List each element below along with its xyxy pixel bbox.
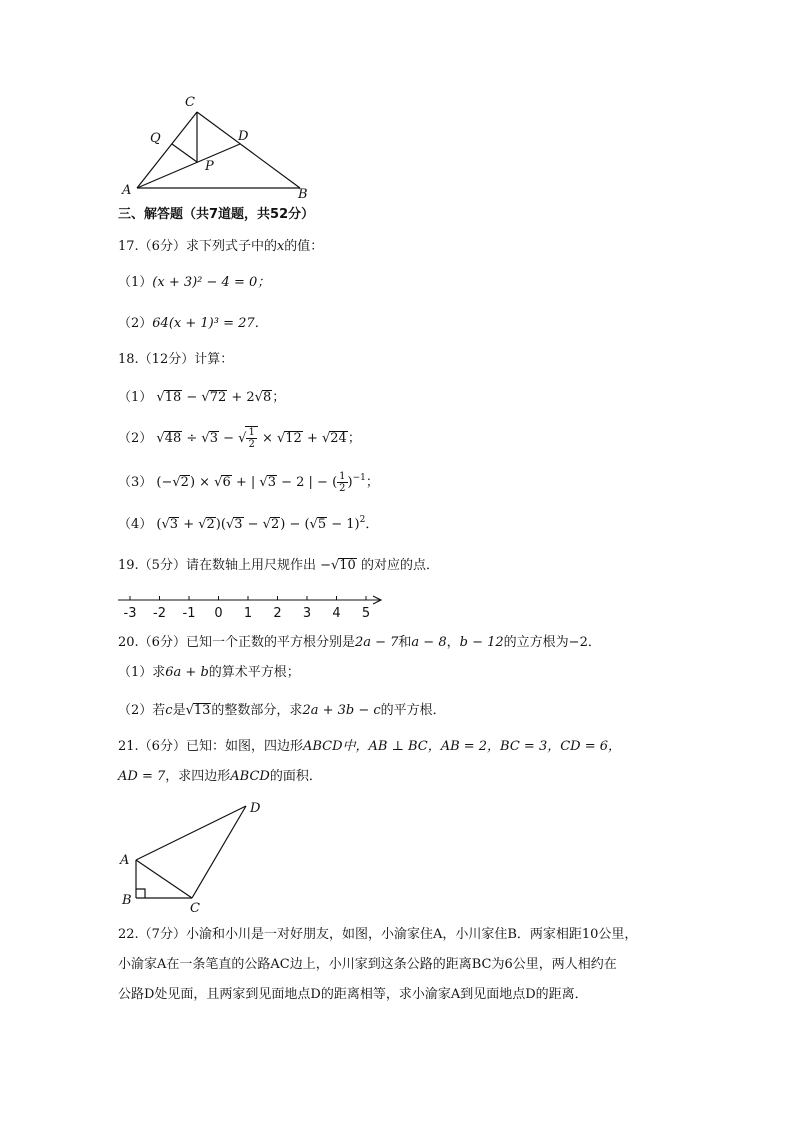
tick-label: -2 <box>153 606 166 621</box>
label-a2: A <box>120 853 130 868</box>
q18-part1: （1） √18 − √72 + 2√8； <box>118 390 286 405</box>
label-b2: B <box>122 893 132 908</box>
q18-stem: 18.（12分）计算： <box>118 352 234 367</box>
q17-part2: （2）64(x + 1)³ = 27． <box>118 316 268 331</box>
tick-label: 2 <box>273 606 282 621</box>
figure-quadrilateral <box>112 798 272 913</box>
q20-part2: （2）若c是√13的整数部分，求2a + 3b − c的平方根． <box>118 703 446 718</box>
tick-label: 1 <box>243 606 253 621</box>
q20-stem: 20.（6分）已知一个正数的平方根分别是2a − 7和a − 8，b − 12的立方根为−2． <box>118 635 601 650</box>
tick-label: 3 <box>302 606 312 621</box>
tick-label: 5 <box>361 606 371 621</box>
section-title: 三、解答题（共7道题，共52分） <box>118 207 315 222</box>
tick-label: -1 <box>182 606 196 621</box>
label-q: Q <box>150 131 161 146</box>
q17-stem: 17.（6分）求下列式子中的x的值： <box>118 239 324 254</box>
tick-label: -3 <box>123 606 137 621</box>
number-line <box>118 590 388 624</box>
q18-part2: （2） √48 ÷ √3 − √ $\frac{1}{2}$ × √12 + √24； <box>118 427 361 450</box>
q20-part1: （1）求6a + b的算术平方根； <box>118 665 300 680</box>
tick-label: 0 <box>214 606 223 621</box>
q19-stem: 19.（5分）请在数轴上用尺规作出 −√10 的对应的点． <box>118 558 439 573</box>
label-a: A <box>122 183 132 198</box>
q17-part1: （1）(x + 3)² − 4 = 0； <box>118 275 271 290</box>
q22-line2: 小渝家A在一条笔直的公路AC边上，小川家到这条公路的距离BC为6公里，两人相约在 <box>118 957 617 972</box>
q18-part3: （3） (−√2) × √6 + | √3 − 2 | − ( $\frac{1}{2}$ )$^{-1}$； <box>118 471 379 494</box>
q22-line1: 22.（7分）小渝和小川是一对好朋友，如图，小渝家住A，小川家住B．两家相距10公里， <box>118 927 638 942</box>
label-p: P <box>205 159 214 174</box>
q21-line2: AD = 7，求四边形ABCD的面积． <box>118 769 322 784</box>
q18-part4: （4） $(√3 + √2)(√3 - √2) - (√5 - 1)^2$． <box>118 515 379 532</box>
q22-line3: 公路D处见面，且两家到见面地点D的距离相等，求小渝家A到见面地点D的距离． <box>118 987 588 1002</box>
label-b: B <box>298 187 308 202</box>
figure-triangle-qpd <box>110 92 320 202</box>
label-c: C <box>185 95 195 110</box>
label-d: D <box>238 129 249 144</box>
label-c2: C <box>190 901 200 913</box>
q21-line1: 21.（6分）已知：如图，四边形ABCD中，AB ⊥ BC，AB = 2，BC = 3，CD = 6， <box>118 739 622 754</box>
tick-label: 4 <box>332 606 341 621</box>
label-d2: D <box>250 801 261 816</box>
